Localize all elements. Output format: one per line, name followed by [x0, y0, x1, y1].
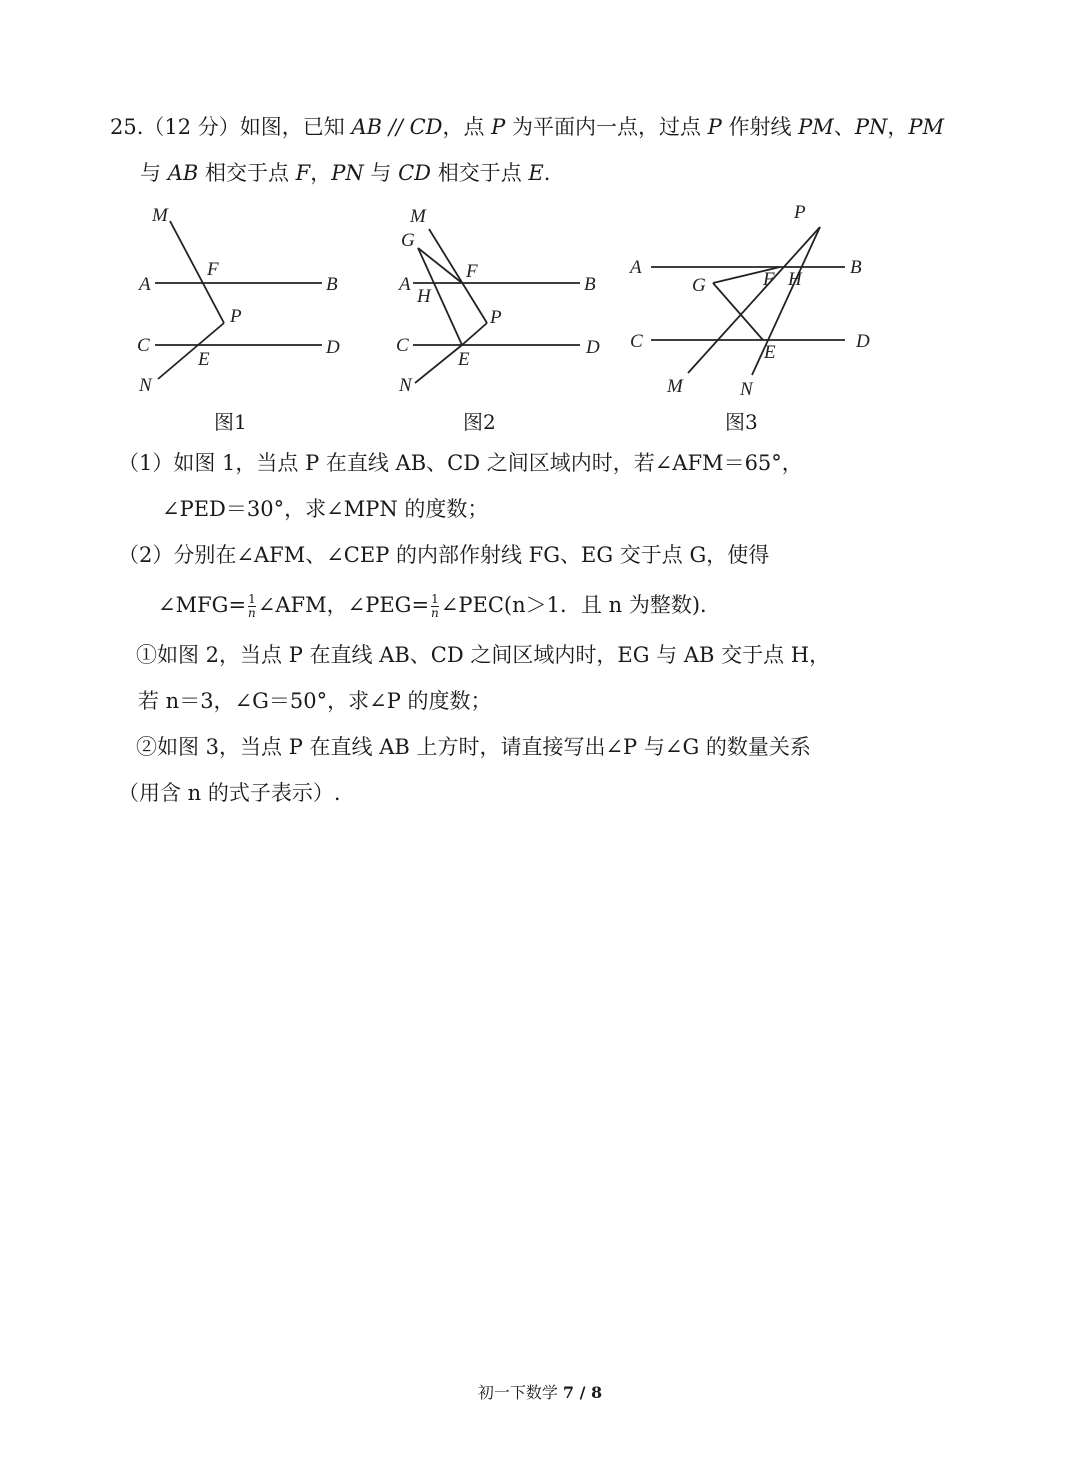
q2-sub2-line-2: （用含 n 的式子表示）. — [118, 781, 341, 805]
problem-line-2 — [140, 158, 550, 188]
footer-subject: 初一下数学 — [477, 1383, 563, 1402]
label-p: P — [490, 307, 502, 328]
fraction-numerator: 1 — [248, 592, 256, 606]
figure-3-caption: 图3 — [725, 410, 758, 434]
text: ，点 — [442, 115, 492, 139]
fraction-denominator: n — [431, 606, 439, 620]
label-f: F — [207, 259, 219, 280]
label-n: N — [139, 375, 152, 396]
label-b: B — [326, 274, 338, 295]
point-f: F — [295, 161, 311, 185]
label-h: H — [417, 286, 431, 307]
label-a: A — [399, 274, 411, 295]
fraction-denominator: n — [248, 606, 256, 620]
page-footer — [0, 1380, 1080, 1403]
ray-pm: PM — [798, 115, 834, 139]
label-c: C — [396, 335, 409, 356]
text: 作射线 — [721, 115, 799, 139]
problem-number: 25.（12 分）如图，已知 — [110, 115, 352, 139]
problem-line-1: 25.（12 分）如图，已知 AB // CD，点 P 为平面内一点，过点 P 作射线 PM、PN，PM — [110, 115, 944, 139]
point-p: P — [707, 115, 722, 139]
label-e: E — [458, 349, 470, 370]
figure-2 — [396, 206, 600, 396]
text: 相交于点 — [431, 161, 529, 185]
label-c: C — [630, 331, 643, 352]
q2-line-2 — [158, 590, 721, 620]
label-c: C — [137, 335, 150, 356]
label-e: E — [198, 349, 210, 370]
label-e: E — [764, 342, 776, 363]
label-h: H — [788, 269, 802, 290]
label-m: M — [667, 376, 683, 397]
label-d: D — [856, 331, 870, 352]
text: 为平面内一点，过点 — [505, 115, 708, 139]
text: ∠PEC(n＞1．且 n 为整数)． — [440, 593, 722, 617]
text: 与 — [140, 161, 168, 185]
parallel-statement: AB // CD — [351, 115, 443, 139]
label-n: N — [740, 379, 753, 400]
label-g: G — [401, 230, 415, 251]
point-p: P — [491, 115, 506, 139]
text: ∠AFM，∠PEG= — [257, 593, 430, 617]
line-cd: CD — [398, 161, 432, 185]
ray-pn: PN — [854, 115, 888, 139]
q2-sub2-line-1: ②如图 3，当点 P 在直线 AB 上方时，请直接写出∠P 与∠G 的数量关系 — [136, 735, 811, 759]
label-m: M — [410, 206, 426, 227]
text: ∠MFG= — [158, 593, 247, 617]
q2-line-1: （2）分别在∠AFM、∠CEP 的内部作射线 FG、EG 交于点 G，使得 — [118, 543, 770, 567]
label-a: A — [139, 274, 151, 295]
label-d: D — [326, 337, 340, 358]
label-p: P — [230, 306, 242, 327]
figure-1 — [137, 205, 340, 396]
text: 相交于点 — [198, 161, 296, 185]
q2-sub1-line-2: 若 n＝3，∠G＝50°，求∠P 的度数； — [138, 689, 492, 713]
label-b: B — [850, 257, 862, 278]
label-n: N — [399, 375, 412, 396]
label-b: B — [584, 274, 596, 295]
label-f: F — [763, 269, 775, 290]
fraction-1-over-n — [431, 593, 439, 620]
ray-pn: PN — [331, 161, 364, 185]
text: ， — [310, 161, 332, 185]
point-e: E — [528, 161, 544, 185]
q1-line-1: （1）如图 1，当点 P 在直线 AB、CD 之间区域内时，若∠AFM＝65°， — [118, 451, 803, 475]
page-number: 7 / 8 — [562, 1383, 603, 1402]
text: . — [543, 161, 551, 185]
figure-2-caption: 图2 — [463, 410, 496, 434]
fraction-numerator: 1 — [431, 592, 439, 606]
label-f: F — [466, 261, 478, 282]
label-a: A — [630, 257, 642, 278]
label-p: P — [794, 202, 806, 223]
fraction-1-over-n — [248, 593, 256, 620]
figure-1-caption: 图1 — [214, 410, 247, 434]
text: 与 — [363, 161, 399, 185]
q1-line-2: ∠PED＝30°，求∠MPN 的度数； — [162, 497, 489, 521]
label-d: D — [586, 337, 600, 358]
geometry-figures — [0, 195, 1080, 435]
label-m: M — [152, 205, 168, 226]
q2-sub1-line-1: ①如图 2，当点 P 在直线 AB、CD 之间区域内时，EG 与 AB 交于点 H， — [136, 643, 831, 667]
label-g: G — [692, 275, 706, 296]
line-ab: AB — [167, 161, 199, 185]
ray-pm: PM — [908, 115, 944, 139]
figure-3 — [628, 202, 870, 400]
